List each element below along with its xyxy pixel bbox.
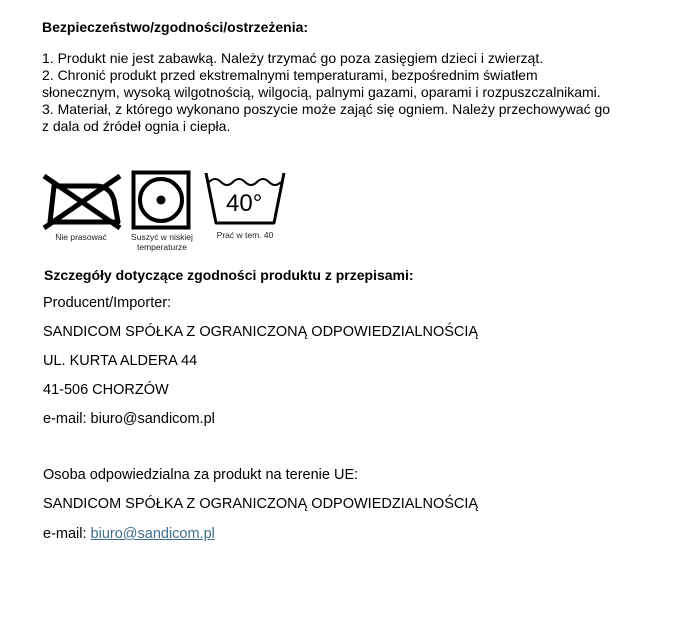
- eu-email-link[interactable]: biuro@sandicom.pl: [90, 526, 215, 542]
- safety-line: 3. Materiał, z którego wykonano poszycie może zająć się ogniem. Należy przechowywać go: [42, 101, 611, 117]
- tumble-dry-label-line2: temperaturze: [136, 242, 188, 252]
- wash-label: Prać w tem. 40: [216, 230, 274, 240]
- tumble-dry-low-icon: [131, 170, 191, 230]
- eu-company-name: SANDICOM SPÓŁKA Z OGRANICZONĄ ODPOWIEDZIALNOŚCIĄ: [43, 496, 479, 512]
- producer-label: Producent/Importer:: [43, 295, 172, 311]
- wash-temp: 40°: [226, 190, 263, 217]
- tumble-dry-label-line1: Suszyć w niskiej: [131, 232, 193, 242]
- no-ironing-icon: [40, 172, 122, 230]
- company-name: SANDICOM SPÓŁKA Z OGRANICZONĄ ODPOWIEDZIALNOŚCIĄ: [43, 324, 479, 340]
- compliance-title: Szczegóły dotyczące zgodności produktu z przepisami:: [44, 267, 414, 283]
- eu-email-prefix: e-mail:: [43, 526, 91, 542]
- city-address: 41-506 CHORZÓW: [43, 382, 169, 398]
- safety-line: 2. Chronić produkt przed ekstremalnymi temperaturami, bezpośrednim światłem: [42, 67, 538, 83]
- eu-email-line: [43, 526, 215, 542]
- care-symbols: [0, 168, 673, 258]
- street-address: UL. KURTA ALDERA 44: [43, 353, 198, 369]
- safety-list: [42, 50, 652, 135]
- safety-line: z dala od źródeł ognia i ciepła.: [42, 118, 231, 134]
- no-iron-label: Nie prasować: [55, 232, 107, 242]
- email-line: e-mail: biuro@sandicom.pl: [43, 411, 215, 427]
- eu-responsible-label: Osoba odpowiedzialna za produkt na terenie UE:: [43, 467, 359, 483]
- safety-line: 1. Produkt nie jest zabawką. Należy trzymać go poza zasięgiem dzieci i zwierząt.: [42, 50, 544, 66]
- safety-line: słonecznym, wysoką wilgotnością, wilgocią, palnymi gazami, oparami i rozpuszczalnikami.: [42, 84, 601, 100]
- safety-title: Bezpieczeństwo/zgodności/ostrzeżenia:: [42, 19, 309, 35]
- tumble-dry-label: [122, 232, 202, 252]
